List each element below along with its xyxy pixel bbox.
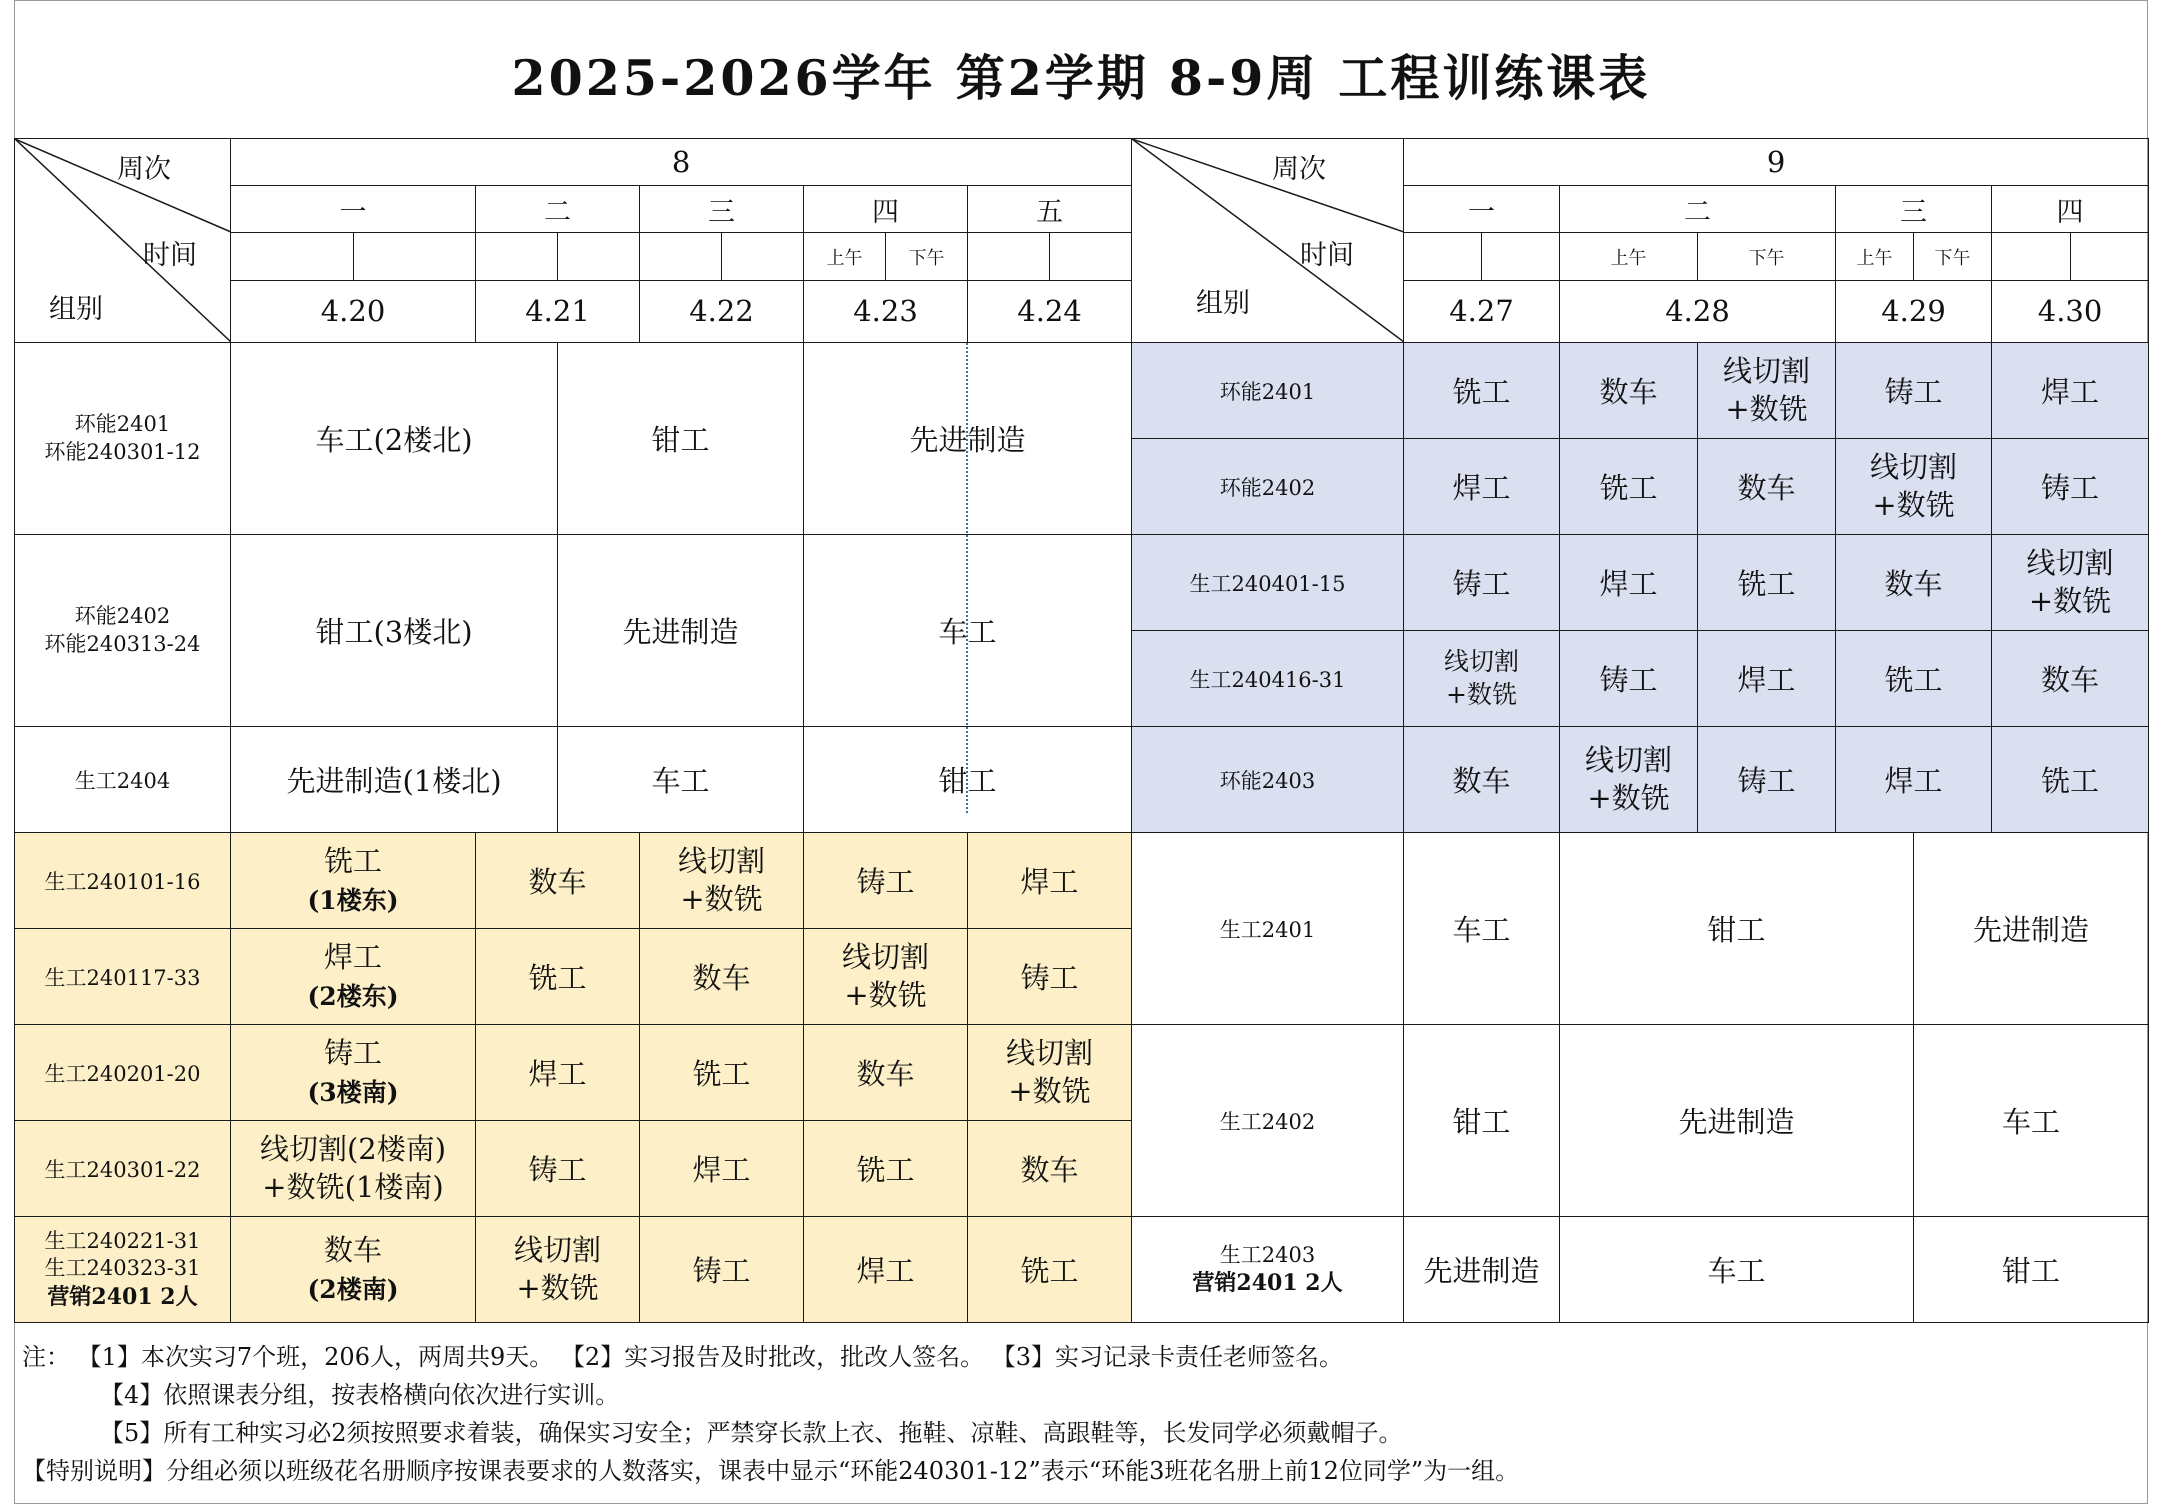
- schedule-cell: 铸工: [968, 929, 1132, 1025]
- schedule-cell: 铣工: [804, 1121, 968, 1217]
- schedule-cell: 线切割 +数铣: [968, 1025, 1132, 1121]
- group-label: 生工240221-31 生工240323-31 营销2401 2人: [15, 1217, 231, 1323]
- schedule-cell: 焊工 (2楼东): [231, 929, 476, 1025]
- schedule-cell: 车工: [804, 535, 1132, 727]
- schedule-cell: 先进制造: [804, 343, 1132, 535]
- group-label: 环能2403: [1132, 727, 1404, 833]
- schedule-cell: 数车: [968, 1121, 1132, 1217]
- slot-pm: 下午: [1914, 233, 1992, 280]
- note-line-1: 注： 【1】本次实习7个班，206人，两周共9天。 【2】实习报告及时批改，批改人签名。 【3】实习记录卡责任老师签名。: [22, 1343, 1344, 1371]
- cell-line: +数铣: [1587, 780, 1670, 815]
- schedule-cell: 铸工: [640, 1217, 804, 1323]
- group-label: 生工2402: [1132, 1025, 1404, 1217]
- day-mon: 一: [1404, 186, 1560, 233]
- corner-header: [1132, 139, 1404, 343]
- date-cell: 4.29: [1836, 280, 1992, 342]
- schedule-cell: 先进制造: [1560, 1025, 1914, 1217]
- schedule-cell: 焊工: [804, 1217, 968, 1323]
- schedule-cell: 焊工: [1560, 535, 1698, 631]
- schedule-cell: 焊工: [476, 1025, 640, 1121]
- schedule-cell: 先进制造: [1404, 1217, 1560, 1323]
- schedule-cell: 钳工(3楼北): [231, 535, 558, 727]
- day-tue: 二: [476, 186, 640, 233]
- slot-cell: [968, 233, 1050, 280]
- schedule-cell: 铣工: [1404, 343, 1560, 439]
- corner-group-label: 组别: [1196, 288, 1250, 319]
- day-wed: 三: [1836, 186, 1992, 233]
- slot-pm: 下午: [886, 233, 968, 280]
- cell-line: +数铣: [1872, 487, 1955, 522]
- slot-am: 上午: [1560, 233, 1698, 280]
- schedule-cell: 线切割 +数铣: [640, 833, 804, 929]
- date-cell: 4.28: [1560, 280, 1836, 342]
- corner-time-label: 时间: [143, 240, 197, 271]
- cell-line: +数铣: [2028, 583, 2112, 618]
- group-label: 生工240416-31: [1132, 631, 1404, 727]
- schedule-cell: 车工: [1560, 1217, 1914, 1323]
- schedule-cell: 车工: [558, 727, 804, 833]
- corner-header: [15, 139, 231, 343]
- schedule-cell: [1404, 631, 1560, 727]
- dotted-divider: [966, 343, 968, 813]
- group-label: 生工240201-20: [15, 1025, 231, 1121]
- slot-cell: [476, 233, 558, 280]
- cell-line: 线切割: [1869, 449, 1957, 484]
- schedule-cell: 铣工: [1836, 631, 1992, 727]
- schedule-cell: 铣工: [640, 1025, 804, 1121]
- schedule-cell: 铣工: [1560, 439, 1698, 535]
- schedule-cell: 铣工: [476, 929, 640, 1025]
- slot-cell: [722, 233, 804, 280]
- schedule-cell: 焊工: [968, 833, 1132, 929]
- schedule-cell: 铣工: [968, 1217, 1132, 1323]
- schedule-cell: 铸工: [1560, 631, 1698, 727]
- week9-table: [1131, 138, 2149, 1323]
- schedule-cell: 铸工: [1404, 535, 1560, 631]
- schedule-cell: 先进制造(1楼北): [231, 727, 558, 833]
- schedule-cell: 钳工: [1404, 1025, 1560, 1217]
- schedule-cell: 焊工: [1404, 439, 1560, 535]
- group-label: 生工240101-16: [15, 833, 231, 929]
- group-label: 环能2402: [1132, 439, 1404, 535]
- corner-week-label: 周次: [117, 154, 171, 185]
- slot-am: 上午: [1836, 233, 1914, 280]
- corner-group-label: 组别: [49, 294, 103, 325]
- date-cell: 4.22: [640, 280, 804, 342]
- schedule-cell: 铸工 (3楼南): [231, 1025, 476, 1121]
- day-tue: 二: [1560, 186, 1836, 233]
- schedule-cell: 焊工: [640, 1121, 804, 1217]
- group-label: 环能2401: [1132, 343, 1404, 439]
- schedule-cell: 车工(2楼北): [231, 343, 558, 535]
- note-line-2: 【4】依照课表分组，按表格横向依次进行实训。: [100, 1381, 620, 1409]
- schedule-cell: 数车: [1560, 343, 1698, 439]
- day-fri: 五: [968, 186, 1132, 233]
- schedule-cell: [1836, 439, 1992, 535]
- schedule-cell: 数车: [1404, 727, 1560, 833]
- group-label: 生工240301-22: [15, 1121, 231, 1217]
- schedule-cell: 线切割(2楼南) +数铣(1楼南): [231, 1121, 476, 1217]
- day-thu: 四: [1992, 186, 2149, 233]
- corner-time-label: 时间: [1300, 240, 1354, 271]
- schedule-cell: 铸工: [1698, 727, 1836, 833]
- schedule-cell: 数车: [1836, 535, 1992, 631]
- group-label: 生工240117-33: [15, 929, 231, 1025]
- cell-line: 线切割: [2026, 545, 2114, 580]
- group-label: 环能2401 环能240301-12: [15, 343, 231, 535]
- schedule-cell: 线切割 +数铣: [804, 929, 968, 1025]
- schedule-cell: [1698, 343, 1836, 439]
- cell-line: 线切割: [1584, 742, 1672, 777]
- schedule-cell: 焊工: [1698, 631, 1836, 727]
- group-label: 生工240401-15: [1132, 535, 1404, 631]
- schedule-cell: 铣工 (1楼东): [231, 833, 476, 929]
- week-number-8: 8: [231, 139, 1132, 186]
- day-wed: 三: [640, 186, 804, 233]
- schedule-cell: 数车: [804, 1025, 968, 1121]
- slot-cell: [1050, 233, 1132, 280]
- slot-cell: [231, 233, 354, 280]
- schedule-cell: 铸工: [804, 833, 968, 929]
- date-cell: 4.21: [476, 280, 640, 342]
- schedule-cell: [1992, 535, 2149, 631]
- slot-cell: [2071, 233, 2149, 280]
- group-label: 生工2403 营销2401 2人: [1132, 1217, 1404, 1323]
- day-thu: 四: [804, 186, 968, 233]
- week-number-9: 9: [1404, 139, 2149, 186]
- corner-week-label: 周次: [1272, 154, 1326, 185]
- schedule-cell: 焊工: [1992, 343, 2149, 439]
- schedule-cell: 数车 (2楼南): [231, 1217, 476, 1323]
- group-label: 生工2401: [1132, 833, 1404, 1025]
- schedule-cell: 数车: [1992, 631, 2149, 727]
- schedule-cell: 数车: [640, 929, 804, 1025]
- schedule-cell: 钳工: [1560, 833, 1914, 1025]
- schedule-cell: 钳工: [804, 727, 1132, 833]
- schedule-cell: 先进制造: [1914, 833, 2149, 1025]
- slot-cell: [640, 233, 722, 280]
- note-line-3: 【5】所有工种实习必2须按照要求着装，确保实习安全；严禁穿长款上衣、拖鞋、凉鞋、高跟鞋等，长发同学必须戴帽子。: [100, 1419, 1403, 1447]
- schedule-cell: 车工: [1914, 1025, 2149, 1217]
- group-label: 环能2402 环能240313-24: [15, 535, 231, 727]
- date-cell: 4.24: [968, 280, 1132, 342]
- schedule-cell: 先进制造: [558, 535, 804, 727]
- note-line-4: 【特别说明】分组必须以班级花名册顺序按课表要求的人数落实，课表中显示“环能240301-12”表示“环能3班花名册上前12位同学”为一组。: [22, 1457, 1520, 1485]
- date-cell: 4.23: [804, 280, 968, 342]
- diagonal-lines: [1132, 139, 1404, 342]
- week8-table: [14, 138, 1132, 1323]
- schedule-cell: 线切割 +数铣: [476, 1217, 640, 1323]
- cell-line: +数铣: [1446, 679, 1517, 709]
- cell-line: 线切割: [1722, 353, 1810, 388]
- cell-line: +数铣: [1725, 391, 1808, 426]
- group-label: 生工2404: [15, 727, 231, 833]
- schedule-cell: [1560, 727, 1698, 833]
- schedule-cell: 铣工: [1698, 535, 1836, 631]
- page-title: 2025-2026学年 第2学期 8-9周 工程训练课表: [511, 49, 1651, 107]
- schedule-cell: 铸工: [1836, 343, 1992, 439]
- day-mon: 一: [231, 186, 476, 233]
- date-cell: 4.30: [1992, 280, 2149, 342]
- notes-section: [22, 1338, 1519, 1490]
- slot-pm: 下午: [1698, 233, 1836, 280]
- schedule-cell: 钳工: [558, 343, 804, 535]
- cell-line: 线切割: [1443, 647, 1519, 676]
- slot-cell: [1404, 233, 1482, 280]
- slot-cell: [354, 233, 476, 280]
- schedule-cell: 焊工: [1836, 727, 1992, 833]
- slot-cell: [1992, 233, 2071, 280]
- date-cell: 4.27: [1404, 280, 1560, 342]
- date-cell: 4.20: [231, 280, 476, 342]
- slot-cell: [1482, 233, 1560, 280]
- schedule-cell: 铸工: [1992, 439, 2149, 535]
- schedule-cell: 数车: [1698, 439, 1836, 535]
- schedule-cell: 铸工: [476, 1121, 640, 1217]
- schedule-cell: 钳工: [1914, 1217, 2149, 1323]
- slot-am: 上午: [804, 233, 886, 280]
- schedule-cell: 车工: [1404, 833, 1560, 1025]
- schedule-cell: 铣工: [1992, 727, 2149, 833]
- schedule-cell: 数车: [476, 833, 640, 929]
- slot-cell: [558, 233, 640, 280]
